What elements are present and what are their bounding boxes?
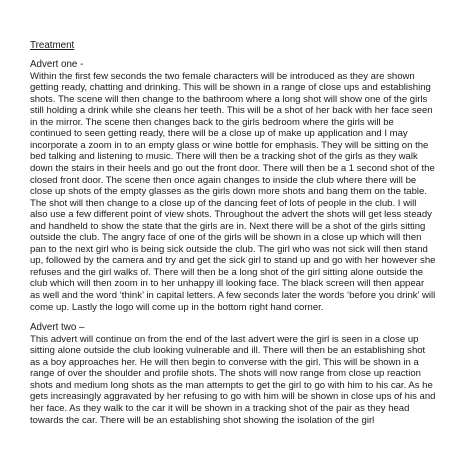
section-heading: Advert two – (30, 322, 85, 334)
section-heading: Advert one - (30, 59, 84, 70)
section-advert-one (30, 59, 436, 313)
section-paragraph: This advert will continue on from the end of the last advert were the girl is seen in a close up sitting alone outside the club looking vulnerable and ill. There will then be an establishing shot as a boy approaches her. He will then begin to converse with the girl. This will be shown in a range of over the shoulder and profile shots. The shots will now range from close up reaction shots and medium long shots as the man attempts to get the girl to go with him to his car. As he gets increasingly aggravated by her refusing to go with him will be shown in close ups of his and her face. As they walk to the car it will be shown in a tracking shot of the pair as they head towards the car. There will be an establishing shot showing the isolation of the girl (30, 333, 436, 426)
section-advert-two (30, 322, 436, 426)
document-title: Treatment (30, 40, 75, 51)
section-paragraph: Within the first few seconds the two female characters will be introduced as they are shown getting ready, chatting and drinking. This will be shown in a range of close ups and establishing shots. The scene will then change to the bathroom where a long shot will show one of the girls still holding a drink while she cleans her teeth. This will be a shot of her back with her face seen in the mirror. The scene then changes back to the girls bedroom where the girls will be continued to seen getting ready, there will be a close up of make up application and I may incorporate a zoom in to an empty glass or wine bottle for emphasis. They will be sitting on the bed talking and listening to music. There will then be a tracking shot of the girls as they walk down the stairs in their heels and go out the front door. There will then be a 1 second shot of the closed front door. The scene then once again changes to inside the club where there will be close up shots of the empty glasses as the girls down more shots and bang them on the table. The shot will then change to a close up of the dancing feet of lots of people in the club. I will also use a few different point of view shots. Throughout the advert the shots will get less steady and handheld to show the state that the girls are in. Next there will be a shot of the girls sitting outside the club. The angry face of one of the girls will be shown in a close up which will then pan to the next girl who is being sick outside the club. The girl who was not sick will then stand up, followed by the camera and try and get the sick girl to stand up and go with her however she refuses and the girl walks of. There will then be a long shot of the girl sitting alone outside the club which will then zoom in to her unhappy ill looking face. The black screen will then appear as well and the word ‘think’ in capital letters. A few seconds later the words ‘before you drink’ will come up. Lastly the logo will come up in the bottom right hand corner. (30, 70, 436, 313)
